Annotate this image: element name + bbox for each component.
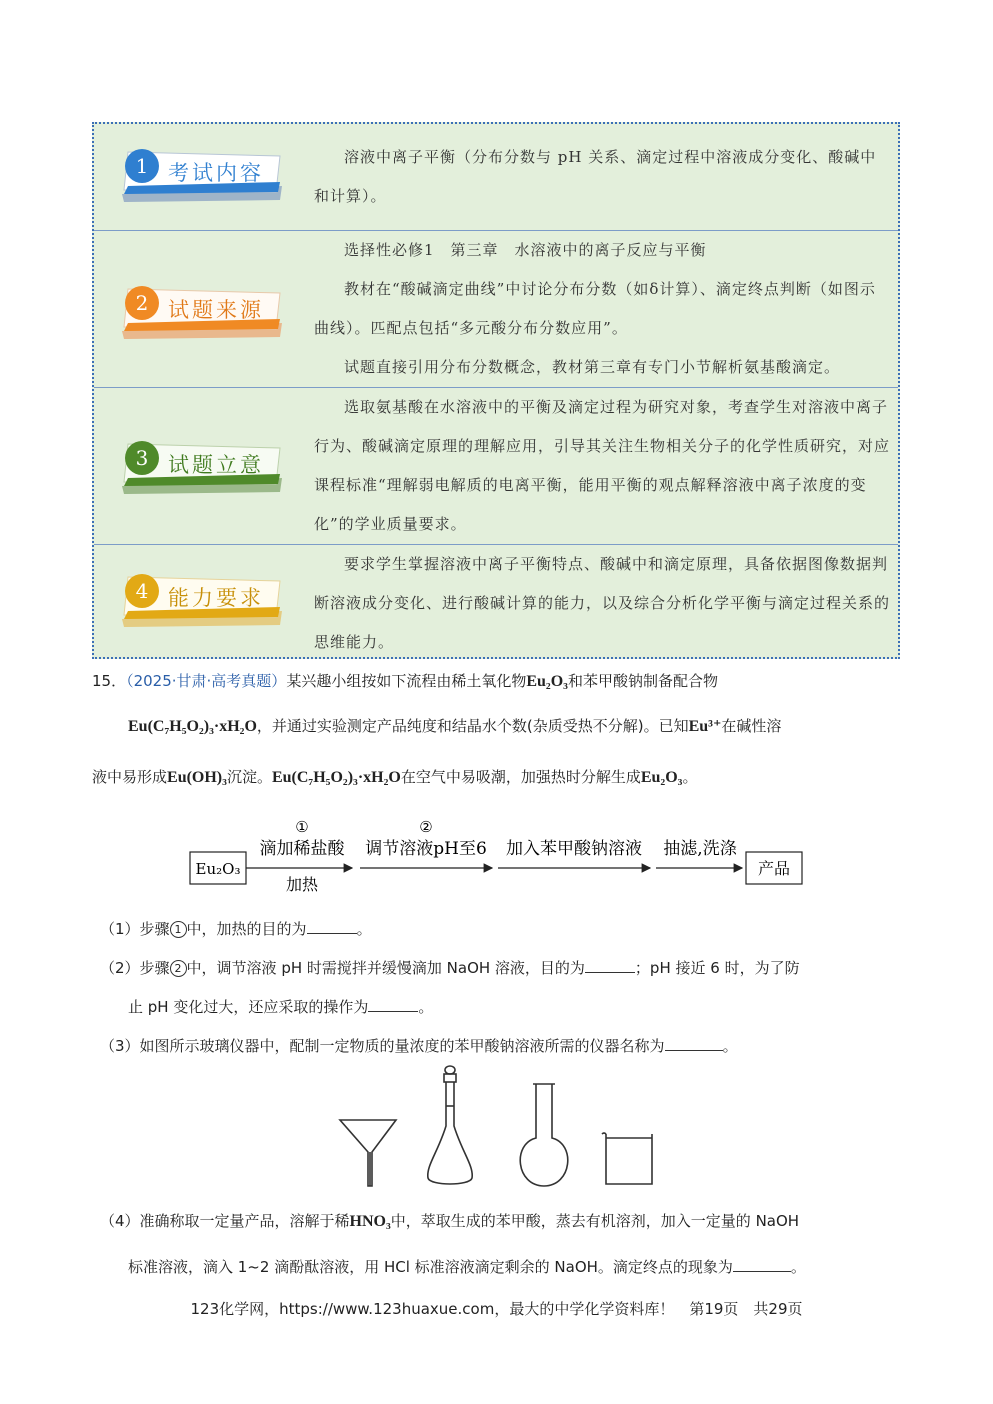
badge-title: 能力要求: [168, 586, 264, 610]
formula-eu2o3: Eu₂O₃: [526, 673, 568, 690]
answer-blank[interactable]: [733, 1257, 791, 1272]
flow-step3-label: 加入苯甲酸钠溶液: [506, 839, 642, 859]
sub-question-1: （1）步骤 1 中，加热的目的为 。: [100, 920, 372, 938]
page-footer: 123化学网，https://www.123huaxue.com，最大的中学化学资料库！ 第19页 共29页: [190, 1300, 803, 1318]
round-bottom-flask-icon: [520, 1084, 568, 1186]
question-line-1: 15．（2025·甘肃·高考真题）某兴趣小组按如下流程由稀土氧化物Eu₂O₃和苯甲酸钠制备配合物: [92, 672, 718, 690]
formula-euoh3: Eu(OH)₃: [167, 769, 227, 786]
volumetric-flask-icon: [428, 1066, 472, 1184]
sub-question-2-cont: 止 pH 变化过大，还应采取的操作为 。: [128, 998, 434, 1016]
flow-diagram: [180, 812, 820, 896]
question-line-2: Eu(C₇H₅O₂)₃·xH₂O，并通过实验测定产品纯度和结晶水个数(杂质受热不分解)。已知Eu³⁺在碱性溶: [128, 717, 782, 735]
flow-step2-label: 调节溶液pH至6: [365, 839, 487, 859]
question-line-3: 液中易形成Eu(OH)₃沉淀。Eu(C₇H₅O₂)₃·xH₂O在空气中易吸潮，加强热时分解生成Eu₂O₃。: [92, 768, 698, 786]
formula-eu3: Eu³⁺: [688, 718, 722, 735]
step-circle-1: 1: [170, 921, 187, 938]
text-line: 溶液中离子平衡（分布分数与 pH 关系、滴定过程中溶液成分变化、酸碱中和计算）。: [314, 148, 877, 205]
row-ability-text: [314, 545, 890, 662]
info-table: [92, 122, 900, 659]
table-row-content: [94, 124, 898, 230]
badge-question-intent: [114, 438, 284, 494]
sub-question-4: （4）准确称取一定量产品，溶解于稀HNO₃中，萃取生成的苯甲酸，蒸去有机溶剂，加入一定量的 NaOH: [100, 1212, 800, 1230]
badge-number: 1: [135, 154, 149, 178]
sub-question-2: （2）步骤 2 中，调节溶液 pH 时需搅拌并缓慢滴加 NaOH 溶液，目的为 ；pH 接近 6 时，为了防: [100, 959, 800, 977]
flow-step1-condition: 加热: [285, 875, 319, 894]
funnel-icon: [340, 1120, 396, 1186]
row-content-text: [314, 138, 890, 216]
table-row-source: [94, 230, 898, 387]
sub-question-4-cont: 标准溶液，滴入 1~2 滴酚酞溶液，用 HCl 标准溶液滴定剩余的 NaOH。滴定终点的现象为 。: [128, 1258, 806, 1276]
answer-blank[interactable]: [585, 958, 635, 973]
text-line: 要求学生掌握溶液中离子平衡特点、酸碱中和滴定原理，具备依据图像数据判断溶液成分变化、进行酸碱计算的能力，以及综合分析化学平衡与滴定过程关系的思维能力。: [314, 555, 891, 651]
formula-complex: Eu(C₇H₅O₂)₃·xH₂O: [271, 769, 401, 786]
flow-step4-label: 抽滤,洗涤: [663, 839, 737, 859]
glassware-figure: [330, 1062, 670, 1192]
answer-blank[interactable]: [307, 919, 357, 934]
badge-title: 试题来源: [168, 298, 264, 322]
badge-title: 试题立意: [168, 453, 264, 477]
step-circle-2: 2: [170, 960, 187, 977]
table-row-ability: [94, 544, 898, 659]
flow-step1-number: ①: [295, 818, 309, 836]
badge-ability-requirement: [114, 571, 284, 627]
formula-eu2o3: Eu₂O₃: [640, 769, 683, 786]
text-line: 选取氨基酸在水溶液中的平衡及滴定过程为研究对象，考查学生对溶液中离子行为、酸碱滴定原理的理解应用，引导其关注生物相关分子的化学性质研究，对应课程标准“理解弱电解质的电离平衡，能用平衡的观点解释溶液中离子浓度的变化”的学业质量要求。: [314, 398, 891, 533]
row-intent-text: [314, 388, 890, 544]
badge-question-source: [114, 283, 284, 339]
flow-start-label: Eu₂O₃: [195, 860, 241, 878]
row-source-text: [314, 231, 890, 387]
sub-question-3: （3）如图所示玻璃仪器中，配制一定物质的量浓度的苯甲酸钠溶液所需的仪器名称为 。: [100, 1037, 738, 1055]
badge-number: 3: [135, 446, 149, 470]
badge-exam-content: [114, 146, 284, 202]
flow-step1-label: 滴加稀盐酸: [259, 839, 345, 859]
text-line: 教材在“酸碱滴定曲线”中讨论分布分数（如δ计算）、滴定终点判断（如图示曲线）。匹配点包括“多元酸分布分数应用”。: [314, 280, 876, 337]
flow-end-label: 产品: [757, 859, 791, 878]
badge-number: 2: [135, 291, 149, 315]
flow-step2-number: ②: [419, 818, 433, 836]
text-line: 试题直接引用分布分数概念，教材第三章有专门小节解析氨基酸滴定。: [344, 358, 841, 376]
question-source: （2025·甘肃·高考真题）: [126, 672, 287, 690]
answer-blank[interactable]: [665, 1036, 723, 1051]
beaker-icon: [602, 1133, 652, 1184]
badge-title: 考试内容: [168, 161, 264, 185]
answer-blank[interactable]: [368, 997, 418, 1012]
table-row-intent: [94, 387, 898, 544]
formula-complex: Eu(C₇H₅O₂)₃·xH₂O: [128, 718, 257, 735]
text-line: 选择性必修1 第三章 水溶液中的离子反应与平衡: [344, 241, 707, 259]
formula-hno3: HNO₃: [349, 1213, 391, 1230]
badge-number: 4: [135, 579, 149, 603]
